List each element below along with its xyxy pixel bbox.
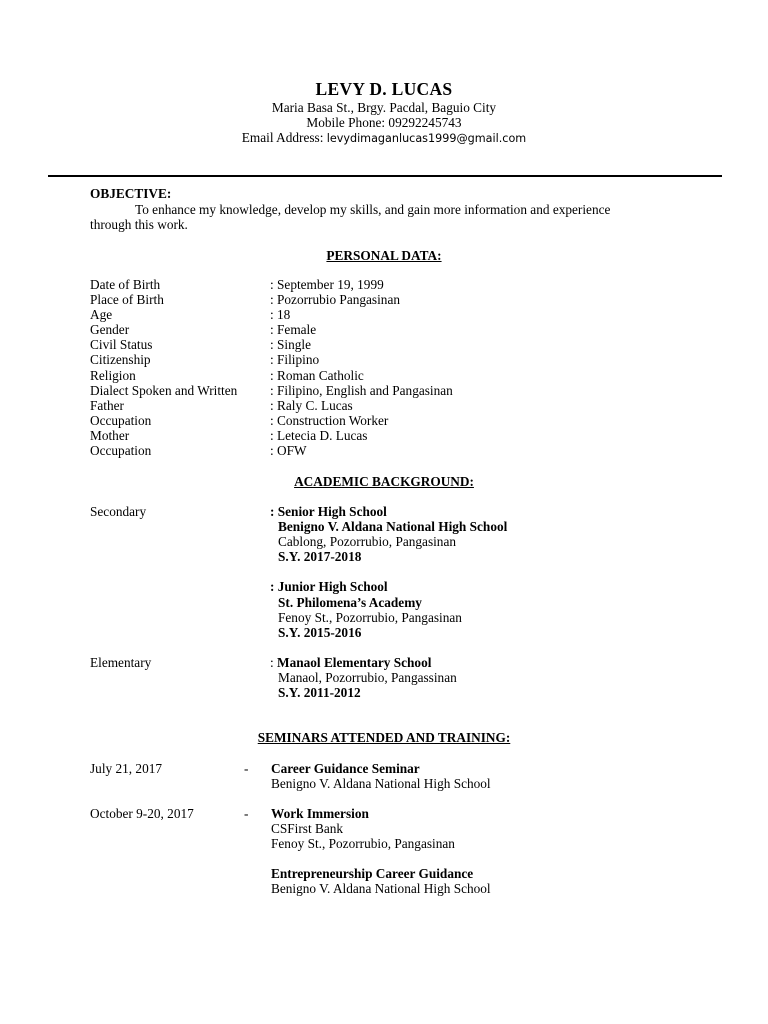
row-label: Date of Birth [90, 277, 161, 292]
row-value: : Roman Catholic [270, 368, 364, 383]
email-line [0, 130, 768, 146]
row-label: Religion [90, 368, 136, 383]
seminar-2-title: Work Immersion [271, 806, 369, 821]
jhs-school-year: S.Y. 2015-2016 [278, 625, 362, 640]
seminar-1-title: Career Guidance Seminar [271, 761, 420, 776]
row-label: Civil Status [90, 337, 153, 352]
personal-data-row [90, 383, 650, 398]
elementary-school-year: S.Y. 2011-2012 [278, 685, 361, 700]
seminar-2-dash: - [244, 806, 249, 821]
seminar-1-date: July 21, 2017 [90, 761, 163, 776]
row-label: Gender [90, 322, 130, 337]
email-label: Email Address: [241, 130, 327, 145]
seminar-2-date: October 9-20, 2017 [90, 806, 194, 821]
row-value: : Filipino [270, 352, 320, 367]
personal-data-row [90, 368, 650, 383]
elementary-line [270, 655, 431, 670]
objective-line-2: through this work. [90, 217, 188, 232]
personal-data-heading: PERSONAL DATA: [326, 248, 442, 263]
row-label: Dialect Spoken and Written [90, 383, 238, 398]
row-label: Citizenship [90, 352, 151, 367]
row-value: : Pozorrubio Pangasinan [270, 292, 400, 307]
seminar-2-place-2: Fenoy St., Pozorrubio, Pangasinan [271, 836, 455, 851]
resume-header [0, 78, 768, 146]
jhs-address: Fenoy St., Pozorrubio, Pangasinan [278, 610, 462, 625]
row-value: : 18 [270, 307, 291, 322]
secondary-label: Secondary [90, 504, 147, 519]
row-value: : Construction Worker [270, 413, 389, 428]
personal-data-row [90, 307, 650, 322]
elementary-school: Manaol Elementary School [277, 655, 432, 670]
row-value: : Filipino, English and Pangasinan [270, 383, 453, 398]
seminars-heading: SEMINARS ATTENDED AND TRAINING: [257, 730, 511, 745]
seminar-3-title: Entrepreneurship Career Guidance [271, 866, 474, 881]
personal-data-row [90, 428, 650, 443]
personal-data-row [90, 352, 650, 367]
row-value: : Female [270, 322, 317, 337]
personal-data-row [90, 277, 650, 292]
row-value: : September 19, 1999 [270, 277, 384, 292]
seminar-2-place-1: CSFirst Bank [271, 821, 344, 836]
elementary-colon: : [270, 655, 278, 670]
shs-level: : Senior High School [270, 504, 387, 519]
seminar-1-dash: - [244, 761, 249, 776]
shs-school-year: S.Y. 2017-2018 [278, 549, 362, 564]
row-label: Place of Birth [90, 292, 164, 307]
shs-address: Cablong, Pozorrubio, Pangasinan [278, 534, 457, 549]
row-label: Occupation [90, 413, 152, 428]
row-label: Father [90, 398, 124, 413]
objective-heading: OBJECTIVE: [90, 186, 172, 201]
personal-data-row [90, 413, 650, 428]
elementary-label: Elementary [90, 655, 152, 670]
seminar-1-place: Benigno V. Aldana National High School [271, 776, 491, 791]
seminar-3-place: Benigno V. Aldana National High School [271, 881, 491, 896]
row-label: Occupation [90, 443, 152, 458]
personal-data-row [90, 322, 650, 337]
row-value: : OFW [270, 443, 307, 458]
row-value: : Single [270, 337, 312, 352]
email-value: levydimaganlucas1999@gmail.com [326, 132, 527, 145]
row-value: : Raly C. Lucas [270, 398, 353, 413]
applicant-name: LEVY D. LUCAS [315, 79, 453, 99]
address-line: Maria Basa St., Brgy. Pacdal, Baguio City [271, 100, 497, 115]
jhs-school: St. Philomena’s Academy [278, 595, 422, 610]
header-divider [48, 175, 722, 177]
elementary-address: Manaol, Pozorrubio, Pangassinan [278, 670, 457, 685]
mobile-line: Mobile Phone: 09292245743 [306, 115, 462, 130]
personal-data-row [90, 443, 650, 458]
row-label: Mother [90, 428, 130, 443]
personal-data-row [90, 337, 650, 352]
row-label: Age [90, 307, 113, 322]
personal-data-row [90, 398, 650, 413]
shs-school: Benigno V. Aldana National High School [278, 519, 508, 534]
row-value: : Letecia D. Lucas [270, 428, 368, 443]
objective-line-1: To enhance my knowledge, develop my skills, and gain more information and experience [135, 202, 611, 217]
academic-heading: ACADEMIC BACKGROUND: [294, 474, 474, 489]
personal-data-row [90, 292, 650, 307]
jhs-level: : Junior High School [270, 579, 388, 594]
